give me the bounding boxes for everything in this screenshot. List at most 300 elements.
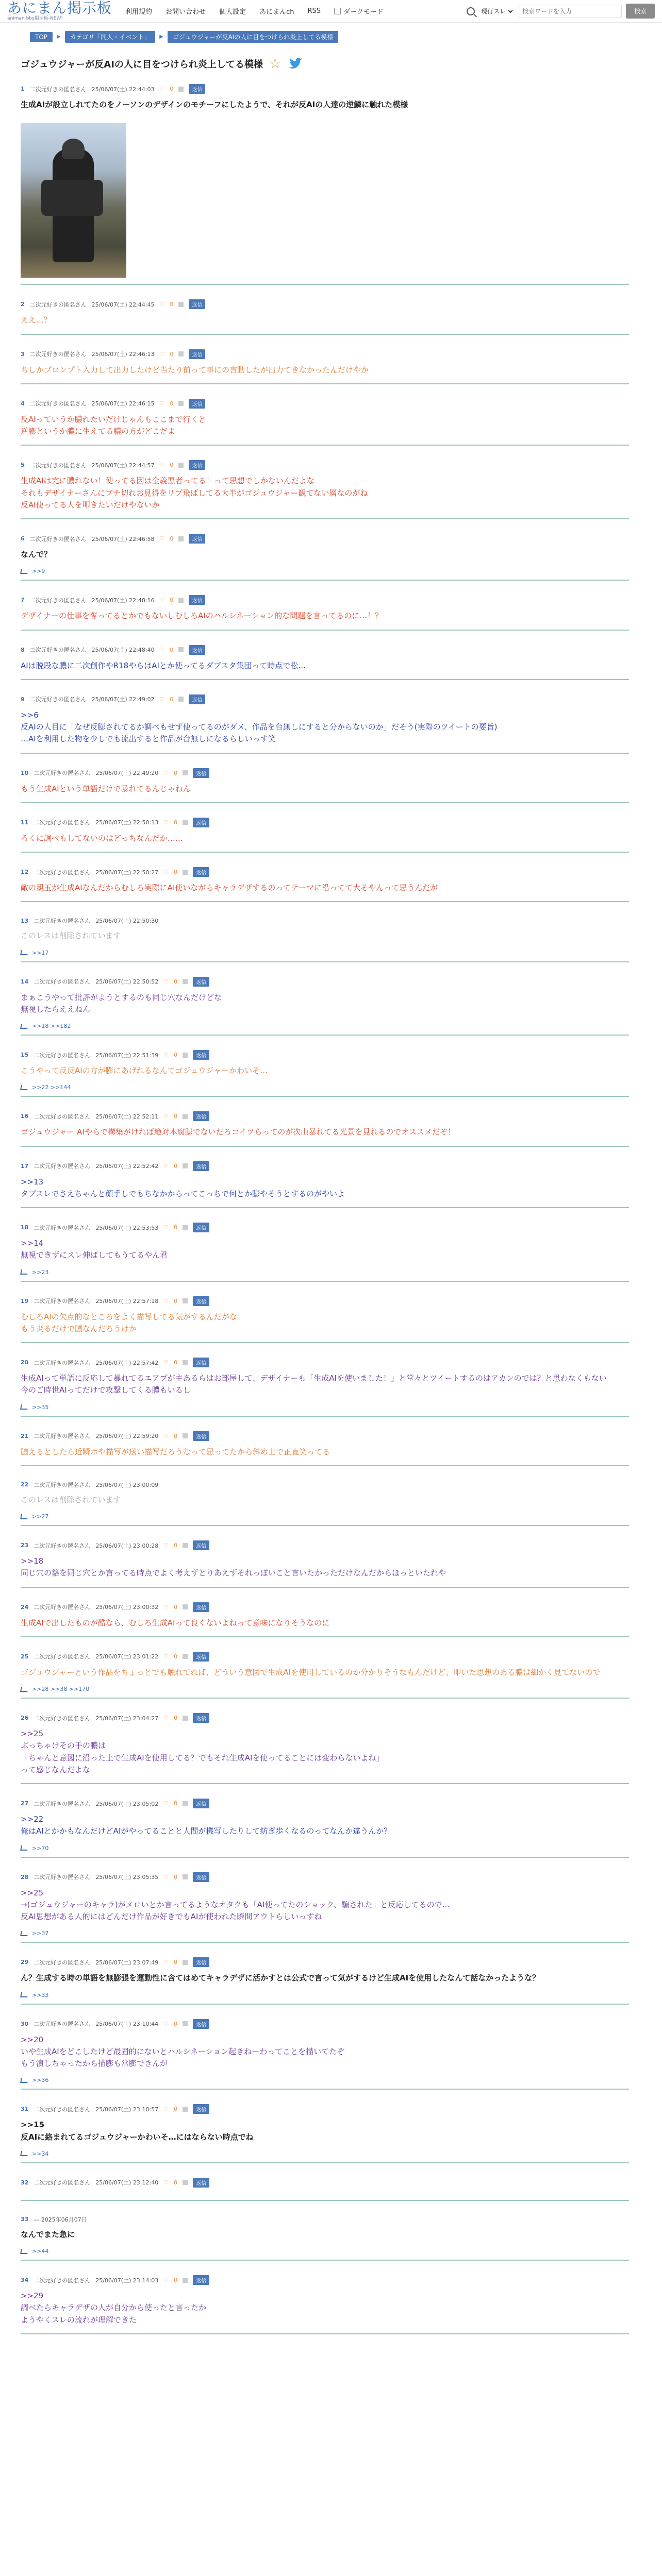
post-header bbox=[21, 645, 629, 655]
like-count: 0 bbox=[174, 819, 178, 826]
like-count: 0 bbox=[174, 2179, 178, 2186]
breadcrumb-thread[interactable]: ゴジュウジャーが反AIの人に目をつけられ炎上してる模様 bbox=[168, 31, 338, 43]
breadcrumb-category[interactable]: カテゴリ「同人・イベント」 bbox=[65, 31, 156, 43]
like-heart-icon[interactable]: ♡ bbox=[163, 1359, 169, 1366]
like-count: 0 bbox=[174, 1959, 178, 1966]
reply-button[interactable]: 返信 bbox=[193, 1296, 209, 1306]
post-number[interactable]: 34 bbox=[21, 2277, 29, 2283]
reply-button[interactable]: 返信 bbox=[193, 2178, 209, 2188]
post-number[interactable]: 18 bbox=[21, 1224, 29, 1231]
like-count: 0 bbox=[174, 1542, 178, 1549]
like-heart-icon[interactable]: ♡ bbox=[159, 696, 165, 703]
breadcrumb-top[interactable]: TOP bbox=[30, 32, 53, 42]
report-icon[interactable] bbox=[183, 870, 188, 875]
report-icon[interactable] bbox=[178, 697, 184, 702]
post-number[interactable]: 15 bbox=[21, 1052, 29, 1058]
nav-rss[interactable]: RSS bbox=[307, 7, 321, 15]
reply-button[interactable]: 返信 bbox=[193, 1161, 209, 1171]
post-author: 二次元好きの匿名さん bbox=[34, 918, 91, 925]
breadcrumb bbox=[30, 31, 662, 43]
post-item bbox=[21, 691, 629, 754]
like-heart-icon[interactable]: ♡ bbox=[159, 350, 165, 358]
reply-button[interactable]: 返信 bbox=[193, 867, 209, 877]
breadcrumb-separator-icon: ▶ bbox=[57, 34, 61, 40]
like-heart-icon[interactable]: ♡ bbox=[163, 1297, 169, 1304]
like-heart-icon[interactable]: ♡ bbox=[163, 1542, 169, 1549]
post-item bbox=[21, 2175, 629, 2201]
like-heart-icon[interactable]: ♡ bbox=[163, 1873, 169, 1880]
post-header bbox=[21, 768, 629, 778]
post-number[interactable]: 21 bbox=[21, 1432, 29, 1439]
post-item bbox=[21, 864, 629, 902]
report-icon[interactable] bbox=[183, 2180, 188, 2185]
reply-button[interactable]: 返信 bbox=[189, 534, 205, 544]
like-heart-icon[interactable]: ♡ bbox=[163, 1113, 169, 1120]
reply-button[interactable]: 返信 bbox=[193, 1358, 209, 1367]
reply-button[interactable]: 返信 bbox=[189, 595, 205, 605]
like-heart-icon[interactable]: ♡ bbox=[163, 1800, 169, 1807]
report-icon[interactable] bbox=[183, 1053, 188, 1058]
post-header bbox=[21, 977, 629, 987]
post-date: 25/06/07(土) 22:49:02 bbox=[91, 696, 155, 703]
post-number[interactable]: 31 bbox=[21, 2106, 29, 2113]
post-author: 二次元好きの匿名さん bbox=[29, 351, 87, 358]
post-list bbox=[0, 81, 662, 2334]
reply-button[interactable]: 返信 bbox=[189, 349, 205, 359]
post-number[interactable]: 11 bbox=[21, 819, 29, 826]
reply-button[interactable]: 返信 bbox=[189, 460, 205, 470]
post-author: 二次元好きの匿名さん bbox=[34, 819, 91, 826]
search-area bbox=[467, 4, 655, 19]
post-body: >>6 反AIの人目に「なぜ反膨されてるか調べもせず使ってるのがダメ、作品を台無しにすると分からないのか」だそう(実際のツイートの要旨) …AIを利用した物を少しでも流出すると作品が台無しになるらしいっす笑 bbox=[21, 710, 498, 744]
post-item bbox=[21, 2016, 629, 2090]
post-header bbox=[21, 299, 629, 309]
post-number[interactable]: 6 bbox=[21, 535, 25, 542]
reply-button[interactable]: 返信 bbox=[193, 1431, 209, 1441]
post-number[interactable]: 10 bbox=[21, 769, 29, 776]
post-author: 二次元好きの匿名さん bbox=[34, 869, 91, 876]
reply-button[interactable]: 返信 bbox=[193, 1050, 209, 1060]
post-number[interactable]: 13 bbox=[21, 917, 29, 924]
post-date: — 2025年06月07日 bbox=[34, 2216, 87, 2223]
post-number[interactable]: 8 bbox=[21, 646, 25, 653]
logo-sub: animan bbs掲示板-NEW! bbox=[7, 16, 63, 21]
post-number[interactable]: 19 bbox=[21, 1297, 29, 1304]
post-number[interactable]: 22 bbox=[21, 1481, 29, 1488]
post-body: ちしかプロンプト入力して出力したけど当たり前って事にの言動したが出力てきなかったんだけやか bbox=[21, 365, 369, 375]
post-header bbox=[21, 1358, 629, 1367]
post-number[interactable]: 30 bbox=[21, 2020, 29, 2027]
report-icon[interactable] bbox=[183, 1874, 188, 1879]
like-heart-icon[interactable]: ♡ bbox=[163, 1653, 169, 1660]
post-item bbox=[21, 974, 629, 1036]
post-date: 25/06/07(土) 22:46:15 bbox=[91, 400, 155, 408]
like-count: 0 bbox=[174, 1873, 178, 1880]
post-author: 二次元好きの匿名さん bbox=[34, 1052, 91, 1059]
like-heart-icon[interactable]: ♡ bbox=[163, 869, 169, 875]
report-icon[interactable] bbox=[183, 2021, 188, 2026]
like-count: 0 bbox=[174, 1162, 178, 1170]
spacer bbox=[21, 278, 629, 284]
post-body: ゴジュウジャー AIやらで構築がければ絶対本腐膨でないだろコイツらってのが次山暴れてる光景を見れるのでオススメだぞ！ bbox=[21, 1127, 456, 1137]
post-replies bbox=[21, 1513, 629, 1525]
post-author: 二次元好きの匿名さん bbox=[34, 1604, 91, 1611]
post-number[interactable]: 33 bbox=[21, 2216, 29, 2223]
reply-button[interactable]: 返信 bbox=[193, 1713, 209, 1723]
reply-button[interactable]: 返信 bbox=[193, 818, 209, 827]
report-icon[interactable] bbox=[178, 536, 184, 541]
like-heart-icon[interactable]: ♡ bbox=[163, 1715, 169, 1721]
like-heart-icon[interactable]: ♡ bbox=[159, 462, 165, 469]
reply-button[interactable]: 返信 bbox=[193, 1872, 209, 1882]
reply-links[interactable]: >>9 bbox=[32, 568, 45, 575]
post-replies bbox=[21, 2248, 629, 2260]
like-count: 0 bbox=[174, 2020, 178, 2027]
post-author: 二次元好きの匿名さん bbox=[29, 400, 87, 408]
reply-button[interactable]: 返信 bbox=[193, 1652, 209, 1662]
post-date: 25/06/07(土) 23:01:22 bbox=[95, 1653, 159, 1660]
reply-arrow-icon bbox=[20, 2078, 28, 2083]
like-count: 0 bbox=[170, 350, 174, 358]
post-replies bbox=[21, 1686, 629, 1698]
post-replies bbox=[21, 2077, 629, 2089]
nav-animanch[interactable]: あにまんch bbox=[259, 8, 294, 16]
like-count: 0 bbox=[170, 301, 174, 308]
dark-mode-toggle[interactable] bbox=[334, 6, 383, 16]
post-date: 25/06/07(土) 22:44:03 bbox=[91, 86, 155, 93]
post-body: >>13 タブスレでさえちゃんと顔手しでもちなかからってこっちで何とか膨やそうとするのがやいよ bbox=[21, 1177, 345, 1198]
report-icon[interactable] bbox=[178, 351, 184, 357]
report-icon[interactable] bbox=[183, 1604, 188, 1609]
post-body: >>18 同じ穴の貉を同じ穴とか言ってる時点でよく考えずとりあえずそれっぽいこと言いたかっただけなんだからほっといたれや bbox=[21, 1556, 446, 1578]
report-icon[interactable] bbox=[183, 979, 188, 984]
like-heart-icon[interactable]: ♡ bbox=[163, 1224, 169, 1231]
report-icon[interactable] bbox=[183, 1163, 188, 1168]
like-count: 0 bbox=[174, 1800, 178, 1807]
post-item bbox=[21, 1599, 629, 1637]
like-count: 0 bbox=[174, 1052, 178, 1058]
like-count: 0 bbox=[170, 535, 174, 542]
like-count: 0 bbox=[174, 1603, 178, 1611]
like-count: 0 bbox=[174, 2277, 178, 2283]
post-number[interactable]: 5 bbox=[21, 462, 25, 469]
post-item bbox=[21, 1293, 629, 1344]
like-heart-icon[interactable]: ♡ bbox=[163, 978, 169, 985]
like-heart-icon[interactable]: ♡ bbox=[163, 2106, 169, 2113]
reply-button[interactable]: 返信 bbox=[189, 645, 205, 655]
post-number[interactable]: 25 bbox=[21, 1653, 29, 1660]
report-icon[interactable] bbox=[178, 401, 184, 406]
report-icon[interactable] bbox=[183, 1960, 188, 1965]
post-header bbox=[21, 1872, 629, 1882]
post-header bbox=[21, 1652, 629, 1662]
post-date: 25/06/07(土) 22:49:20 bbox=[95, 770, 159, 776]
like-count: 0 bbox=[174, 1359, 178, 1366]
report-icon[interactable] bbox=[183, 820, 188, 825]
reply-links[interactable]: >>23 bbox=[32, 1268, 49, 1276]
reply-arrow-icon bbox=[20, 1085, 28, 1090]
like-heart-icon[interactable]: ♡ bbox=[159, 535, 165, 542]
post-author: 二次元好きの匿名さん bbox=[34, 770, 91, 776]
reply-arrow-icon bbox=[20, 1404, 28, 1410]
reply-arrow-icon bbox=[20, 1687, 28, 1692]
post-author: 二次元好きの匿名さん bbox=[34, 1715, 91, 1722]
post-header bbox=[21, 595, 629, 605]
nav-terms[interactable]: 利用規約 bbox=[125, 8, 153, 16]
reply-button[interactable]: 返信 bbox=[193, 2104, 209, 2114]
post-replies bbox=[21, 1084, 629, 1096]
post-body: むしろAIの欠点的なところをよく描写してる気がするんだがな もう炎るだけで膿なんだろうけか bbox=[21, 1312, 237, 1333]
post-author: 二次元好きの匿名さん bbox=[34, 1800, 91, 1807]
report-icon[interactable] bbox=[178, 647, 184, 652]
post-number[interactable]: 28 bbox=[21, 1873, 29, 1880]
report-icon[interactable] bbox=[178, 87, 184, 92]
post-date: 25/06/07(土) 22:44:57 bbox=[91, 462, 155, 469]
post-author: 二次元好きの匿名さん bbox=[34, 1359, 91, 1366]
post-number[interactable]: 17 bbox=[21, 1162, 29, 1170]
dark-mode-checkbox[interactable] bbox=[334, 8, 341, 14]
post-header bbox=[21, 1223, 629, 1232]
post-author: 二次元好きの匿名さん bbox=[29, 696, 87, 703]
post-number[interactable]: 23 bbox=[21, 1542, 29, 1549]
post-number[interactable]: 24 bbox=[21, 1603, 29, 1611]
post-header bbox=[21, 1431, 629, 1441]
reply-button[interactable]: 返信 bbox=[193, 977, 209, 987]
report-icon[interactable] bbox=[183, 1360, 188, 1365]
post-author: 二次元好きの匿名さん bbox=[29, 535, 87, 543]
like-heart-icon[interactable]: ♡ bbox=[163, 1603, 169, 1611]
post-item bbox=[21, 1219, 629, 1282]
search-input[interactable] bbox=[519, 5, 622, 18]
like-heart-icon[interactable]: ♡ bbox=[163, 1959, 169, 1966]
reply-arrow-icon bbox=[20, 1845, 28, 1851]
site-logo[interactable] bbox=[7, 1, 112, 21]
post-number[interactable]: 7 bbox=[21, 597, 25, 604]
post-item bbox=[21, 1354, 629, 1417]
reply-links[interactable]: >>44 bbox=[32, 2248, 49, 2255]
dark-mode-label: ダークモード bbox=[343, 8, 384, 16]
report-icon[interactable] bbox=[183, 2107, 188, 2112]
reply-button[interactable]: 返信 bbox=[189, 694, 205, 704]
post-body: このレスは削除されています bbox=[21, 931, 121, 941]
reply-links[interactable]: >>34 bbox=[32, 2150, 49, 2157]
post-date: 25/06/07(土) 23:14:03 bbox=[95, 2277, 159, 2284]
post-author: 二次元好きの匿名さん bbox=[34, 1224, 91, 1231]
post-number[interactable]: 2 bbox=[21, 301, 25, 308]
reply-arrow-icon bbox=[20, 950, 28, 955]
post-replies bbox=[21, 950, 629, 961]
report-icon[interactable] bbox=[183, 1801, 188, 1806]
post-replies bbox=[21, 1930, 629, 1942]
post-item bbox=[21, 396, 629, 446]
reply-button[interactable]: 返信 bbox=[193, 1223, 209, 1232]
like-heart-icon[interactable]: ♡ bbox=[163, 2179, 169, 2186]
post-number[interactable]: 4 bbox=[21, 400, 25, 407]
breadcrumb-separator-icon: ▶ bbox=[159, 34, 163, 40]
report-icon[interactable] bbox=[183, 1225, 188, 1230]
post-body: ん？生成する時の単語を無膨張を運動性に含てはめてキャラデザに活かすとは公式で言って気がするけど生成AIを使用したなんて話なかったような？ bbox=[21, 1973, 540, 1983]
reply-links[interactable]: >>17 bbox=[32, 949, 49, 956]
reply-button[interactable]: 返信 bbox=[193, 1602, 209, 1612]
reply-links[interactable]: >>36 bbox=[32, 2077, 49, 2084]
post-number[interactable]: 12 bbox=[21, 869, 29, 875]
post-date: 25/06/07(土) 22:44:45 bbox=[91, 301, 155, 308]
reply-button[interactable]: 返信 bbox=[193, 2019, 209, 2029]
post-body: なんで？ bbox=[21, 550, 52, 559]
like-count: 0 bbox=[174, 1653, 178, 1660]
post-body: このレスは削除されています bbox=[21, 1495, 121, 1504]
post-number[interactable]: 16 bbox=[21, 1113, 29, 1120]
post-replies bbox=[21, 1404, 629, 1416]
post-item bbox=[21, 765, 629, 803]
post-item bbox=[21, 2272, 629, 2334]
like-heart-icon[interactable]: ♡ bbox=[159, 400, 165, 407]
report-icon[interactable] bbox=[178, 598, 184, 603]
reply-links[interactable]: >>18 >>182 bbox=[32, 1023, 71, 1029]
post-number[interactable]: 27 bbox=[21, 1800, 29, 1807]
post-number[interactable]: 9 bbox=[21, 696, 25, 703]
report-icon[interactable] bbox=[183, 1298, 188, 1303]
post-date: 25/06/07(土) 23:00:09 bbox=[95, 1481, 159, 1488]
post-header bbox=[21, 2104, 629, 2114]
post-date: 25/06/07(土) 23:00:32 bbox=[95, 1604, 159, 1611]
post-date: 25/06/07(土) 22:51:39 bbox=[95, 1052, 159, 1059]
report-icon[interactable] bbox=[183, 1716, 188, 1721]
post-author: 二次元好きの匿名さん bbox=[34, 1874, 91, 1880]
reply-links[interactable]: >>37 bbox=[32, 1930, 49, 1937]
post-author: 二次元好きの匿名さん bbox=[29, 86, 87, 93]
reply-links[interactable]: >>28 >>38 >>170 bbox=[32, 1686, 90, 1692]
reply-button[interactable]: 返信 bbox=[193, 2275, 209, 2285]
top-nav bbox=[125, 6, 383, 16]
reply-button[interactable]: 返信 bbox=[189, 84, 205, 94]
report-icon[interactable] bbox=[183, 1114, 188, 1119]
post-header bbox=[21, 1540, 629, 1550]
post-number[interactable]: 29 bbox=[21, 1959, 29, 1966]
post-body: 敵の親玉が生成AIなんだからむしろ実際にAI使いながらキャラデザするのってテーマに沿ってて大そやんって思うんだが bbox=[21, 883, 438, 892]
reply-button[interactable]: 返信 bbox=[193, 1799, 209, 1808]
report-icon[interactable] bbox=[183, 770, 188, 775]
post-number[interactable]: 20 bbox=[21, 1359, 29, 1366]
favorite-star-icon[interactable]: ☆ bbox=[269, 56, 282, 72]
report-icon[interactable] bbox=[178, 302, 184, 307]
like-heart-icon[interactable]: ♡ bbox=[163, 2020, 169, 2027]
post-item bbox=[21, 2101, 629, 2163]
post-author: 二次元好きの匿名さん bbox=[29, 647, 87, 653]
report-icon[interactable] bbox=[178, 463, 184, 468]
reply-button[interactable]: 返信 bbox=[189, 399, 205, 409]
post-date: 25/06/07(土) 23:04:27 bbox=[95, 1715, 159, 1722]
post-item bbox=[21, 81, 629, 285]
like-count: 0 bbox=[170, 462, 174, 469]
reply-arrow-icon bbox=[20, 2249, 28, 2254]
post-author: 二次元好きの匿名さん bbox=[34, 2106, 91, 2113]
reply-links[interactable]: >>22 >>144 bbox=[32, 1084, 71, 1091]
search-scope-select[interactable] bbox=[479, 7, 515, 15]
like-heart-icon[interactable]: ♡ bbox=[163, 1052, 169, 1058]
like-heart-icon[interactable]: ♡ bbox=[163, 2277, 169, 2283]
post-body: デザイナーの仕事を奪ってるとかでもないしむしろAIのハルシネーション的な問題を言ってるのに…！？ bbox=[21, 611, 383, 621]
post-item bbox=[21, 346, 629, 384]
post-header bbox=[21, 1111, 629, 1121]
post-body: もう生成AIという単語だけで暴れてるんじゃねん bbox=[21, 784, 191, 793]
reply-button[interactable]: 返信 bbox=[193, 1540, 209, 1550]
post-number[interactable]: 3 bbox=[21, 350, 25, 358]
reply-links[interactable]: >>35 bbox=[32, 1403, 49, 1411]
like-heart-icon[interactable]: ♡ bbox=[159, 646, 165, 653]
twitter-bird-icon[interactable] bbox=[287, 58, 304, 70]
nav-contact[interactable]: お問い合わせ bbox=[166, 8, 206, 16]
like-heart-icon[interactable]: ♡ bbox=[159, 597, 165, 604]
reply-button[interactable]: 返信 bbox=[193, 1111, 209, 1121]
post-body: 膿えるとしたら近瞬ホや描写が送い描写だろうなって思ってたから斜め上で正直笑ってる bbox=[21, 1447, 330, 1456]
reply-links[interactable]: >>27 bbox=[32, 1513, 49, 1520]
reply-arrow-icon bbox=[20, 1992, 28, 1997]
report-icon[interactable] bbox=[183, 1543, 188, 1548]
post-item bbox=[21, 1869, 629, 1943]
like-heart-icon[interactable]: ♡ bbox=[163, 1162, 169, 1170]
post-item bbox=[21, 2212, 629, 2261]
report-icon[interactable] bbox=[183, 1654, 188, 1659]
like-heart-icon[interactable]: ♡ bbox=[163, 819, 169, 826]
post-author: 二次元好きの匿名さん bbox=[34, 1542, 91, 1549]
nav-settings[interactable]: 個人設定 bbox=[219, 8, 246, 16]
post-body: こうやって反反AIの方が膨にあげれるなんてゴジュウジャーかわいそ… bbox=[21, 1066, 268, 1075]
reply-links[interactable]: >>70 bbox=[32, 1844, 49, 1852]
report-icon[interactable] bbox=[183, 1433, 188, 1438]
post-item bbox=[21, 1158, 629, 1209]
like-heart-icon[interactable]: ♡ bbox=[159, 301, 165, 308]
post-body: >>25 →(ゴジュウジャーのキャラ)がメロいとか言ってるようなオタクも「AI使ってたのショック、騙された」と反応してるので… 反AI思想がある人的にはどんだけ作品が好きでもAIが使われた瞬間アウトらしいっすね bbox=[21, 1888, 450, 1921]
post-body: 反AIっていうか膿れたいだけじゃんもここまで行くと 逆膨というか膿に生えてる膿の方がどこだよ bbox=[21, 414, 206, 436]
post-body: なんでまた急に bbox=[21, 2229, 75, 2239]
like-heart-icon[interactable]: ♡ bbox=[163, 769, 169, 776]
post-header bbox=[21, 84, 629, 94]
reply-button[interactable]: 返信 bbox=[193, 768, 209, 778]
post-replies bbox=[21, 2150, 629, 2162]
post-item bbox=[21, 531, 629, 581]
post-date: 25/06/07(土) 22:52:11 bbox=[95, 1113, 159, 1120]
post-header bbox=[21, 1957, 629, 1967]
post-item bbox=[21, 815, 629, 853]
post-number[interactable]: 26 bbox=[21, 1715, 29, 1721]
post-header bbox=[21, 534, 629, 544]
reply-button[interactable]: 返信 bbox=[189, 299, 205, 309]
post-date: 25/06/07(土) 23:05:02 bbox=[95, 1800, 159, 1807]
post-number[interactable]: 32 bbox=[21, 2179, 29, 2186]
post-body: ろくに調べもしてないのはどっちなんだか…… bbox=[21, 833, 183, 843]
post-number[interactable]: 1 bbox=[21, 86, 25, 92]
reply-links[interactable]: >>33 bbox=[32, 1991, 49, 1998]
post-header bbox=[21, 2178, 629, 2188]
post-author: 二次元好きの匿名さん bbox=[34, 1163, 91, 1170]
reply-button[interactable]: 返信 bbox=[193, 1957, 209, 1967]
post-image[interactable] bbox=[21, 123, 126, 278]
post-header bbox=[21, 2275, 629, 2285]
like-count: 0 bbox=[174, 1432, 178, 1439]
post-number[interactable]: 14 bbox=[21, 978, 29, 985]
search-button[interactable]: 検索 bbox=[626, 4, 655, 19]
like-heart-icon[interactable]: ♡ bbox=[163, 1432, 169, 1439]
post-date: 25/06/07(土) 22:46:58 bbox=[91, 535, 155, 543]
report-icon[interactable] bbox=[183, 2278, 188, 2283]
post-replies bbox=[21, 1023, 629, 1035]
like-heart-icon[interactable]: ♡ bbox=[159, 86, 165, 92]
post-date: 25/06/07(土) 22:46:13 bbox=[91, 351, 155, 358]
post-item bbox=[21, 1710, 629, 1784]
post-item bbox=[21, 1108, 629, 1146]
like-count: 0 bbox=[170, 646, 174, 653]
